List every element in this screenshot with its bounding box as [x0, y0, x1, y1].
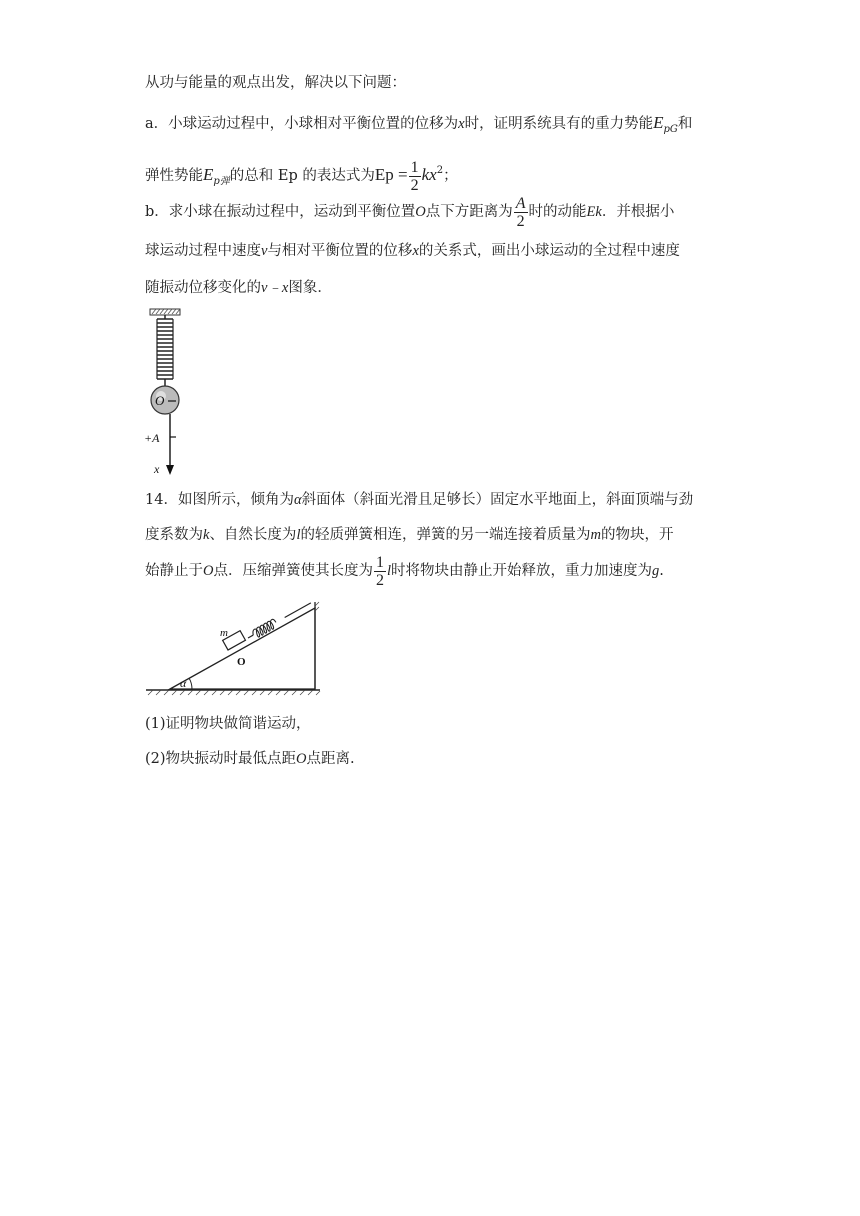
- part-b-line-1: [145, 192, 674, 232]
- label-O: O: [237, 656, 246, 668]
- part-a-text: a．小球运动过程中，小球相对平衡位置的位移为: [145, 116, 459, 132]
- q14-text: 14．如图所示，倾角为: [145, 492, 294, 508]
- var-O: O: [203, 563, 214, 579]
- symbol-E: E: [203, 165, 214, 184]
- part-b-text: 球运动过程中速度: [145, 243, 261, 259]
- part-a-text: 和: [677, 116, 693, 132]
- incline-figure: [140, 598, 325, 700]
- fraction-denominator: 2: [516, 212, 525, 230]
- var-l: l: [386, 563, 392, 579]
- var-v-x: v﹣x: [261, 280, 289, 296]
- var-Ek: Ek: [586, 204, 602, 220]
- part-b-text: 随振动位移变化的: [145, 280, 261, 296]
- axis-arrow: [166, 465, 174, 475]
- q14-text: 度系数为: [145, 527, 203, 543]
- fraction-numerator: A: [515, 194, 526, 212]
- q14-text: 点．压缩弹簧使其长度为: [213, 563, 373, 579]
- q14-text: 时将物块由静止开始释放，重力加速度为: [391, 563, 653, 579]
- fraction-denominator: 2: [410, 176, 419, 194]
- var-O: O: [415, 204, 426, 220]
- part-a-line-1: [145, 113, 692, 140]
- var-v: v: [261, 243, 268, 259]
- q14-text: .: [659, 563, 664, 579]
- subquestion-2: [145, 749, 355, 769]
- part-b-line-3: [145, 278, 332, 298]
- part-b-text: 与相对平衡位置的位移: [267, 243, 413, 259]
- var-k: k: [203, 527, 210, 543]
- formula-kx: kx: [421, 165, 437, 184]
- part-b-line-2: [145, 241, 680, 261]
- fraction-numerator: 1: [410, 158, 419, 176]
- label-alpha: α: [180, 676, 187, 690]
- label-O: O: [155, 393, 165, 408]
- symbol-E-sub: pG: [663, 124, 678, 135]
- part-b-text: b．求小球在振动过程中，运动到平衡位置: [145, 204, 416, 220]
- var-O: O: [296, 751, 307, 767]
- symbol-E-sub: p弹: [213, 176, 230, 187]
- fraction-numerator: 1: [375, 553, 384, 571]
- symbol-E: E: [653, 113, 664, 132]
- part-b-text: 图象．: [288, 280, 332, 296]
- subq2-text: 点距离.: [306, 751, 355, 767]
- q14-line-3: [145, 551, 664, 591]
- formula-lhs: Ep =: [374, 165, 408, 184]
- fraction-A-half: [514, 195, 528, 230]
- q14-line-2: [145, 525, 673, 545]
- label-x: x: [154, 462, 160, 476]
- var-g: g: [652, 563, 660, 579]
- incline-wedge: [170, 608, 315, 689]
- var-x: x: [412, 243, 419, 259]
- part-b-text: 的关系式，画出小球运动的全过程中速度: [418, 243, 680, 259]
- part-b-text: ．并根据小: [601, 204, 675, 220]
- q14-text: 的轻质弹簧相连，弹簧的另一端连接着质量为: [300, 527, 591, 543]
- subq2-text: (2)物块振动时最低点距: [145, 751, 297, 767]
- var-x: x: [458, 116, 465, 132]
- part-a-text: 的总和 Ep 的表达式为: [229, 168, 375, 184]
- label-A: +A: [144, 431, 160, 445]
- part-a-text: 弹性势能: [145, 168, 203, 184]
- part-a-text: 时，证明系统具有的重力势能: [464, 116, 654, 132]
- q14-text: 、自然长度为: [209, 527, 297, 543]
- part-a-text: ；: [443, 168, 458, 184]
- fraction-half: [374, 554, 386, 589]
- part-b-text: 点下方距离为: [425, 204, 513, 220]
- q14-text: 的物块，开: [600, 527, 674, 543]
- formula-exponent: 2: [436, 165, 444, 176]
- var-l: l: [296, 527, 301, 543]
- var-alpha: α: [293, 492, 302, 508]
- var-m: m: [590, 527, 601, 543]
- spring-ball-figure: [140, 305, 200, 477]
- ground-hatch: [148, 690, 320, 695]
- q14-text: 始静止于: [145, 563, 203, 579]
- label-m: m: [220, 627, 228, 639]
- subquestion-1: (1)证明物块做简谐运动，: [145, 716, 311, 732]
- intro-text: 从功与能量的观点出发，解决以下问题：: [145, 75, 406, 91]
- part-b-text: 时的动能: [528, 204, 587, 220]
- spring-coils: [157, 319, 173, 379]
- fraction-half: [409, 159, 421, 194]
- q14-text: 斜面体（斜面光滑且足够长）固定水平地面上，斜面顶端与劲: [301, 492, 694, 508]
- q14-line-1: [145, 490, 693, 510]
- fraction-denominator: 2: [375, 571, 384, 589]
